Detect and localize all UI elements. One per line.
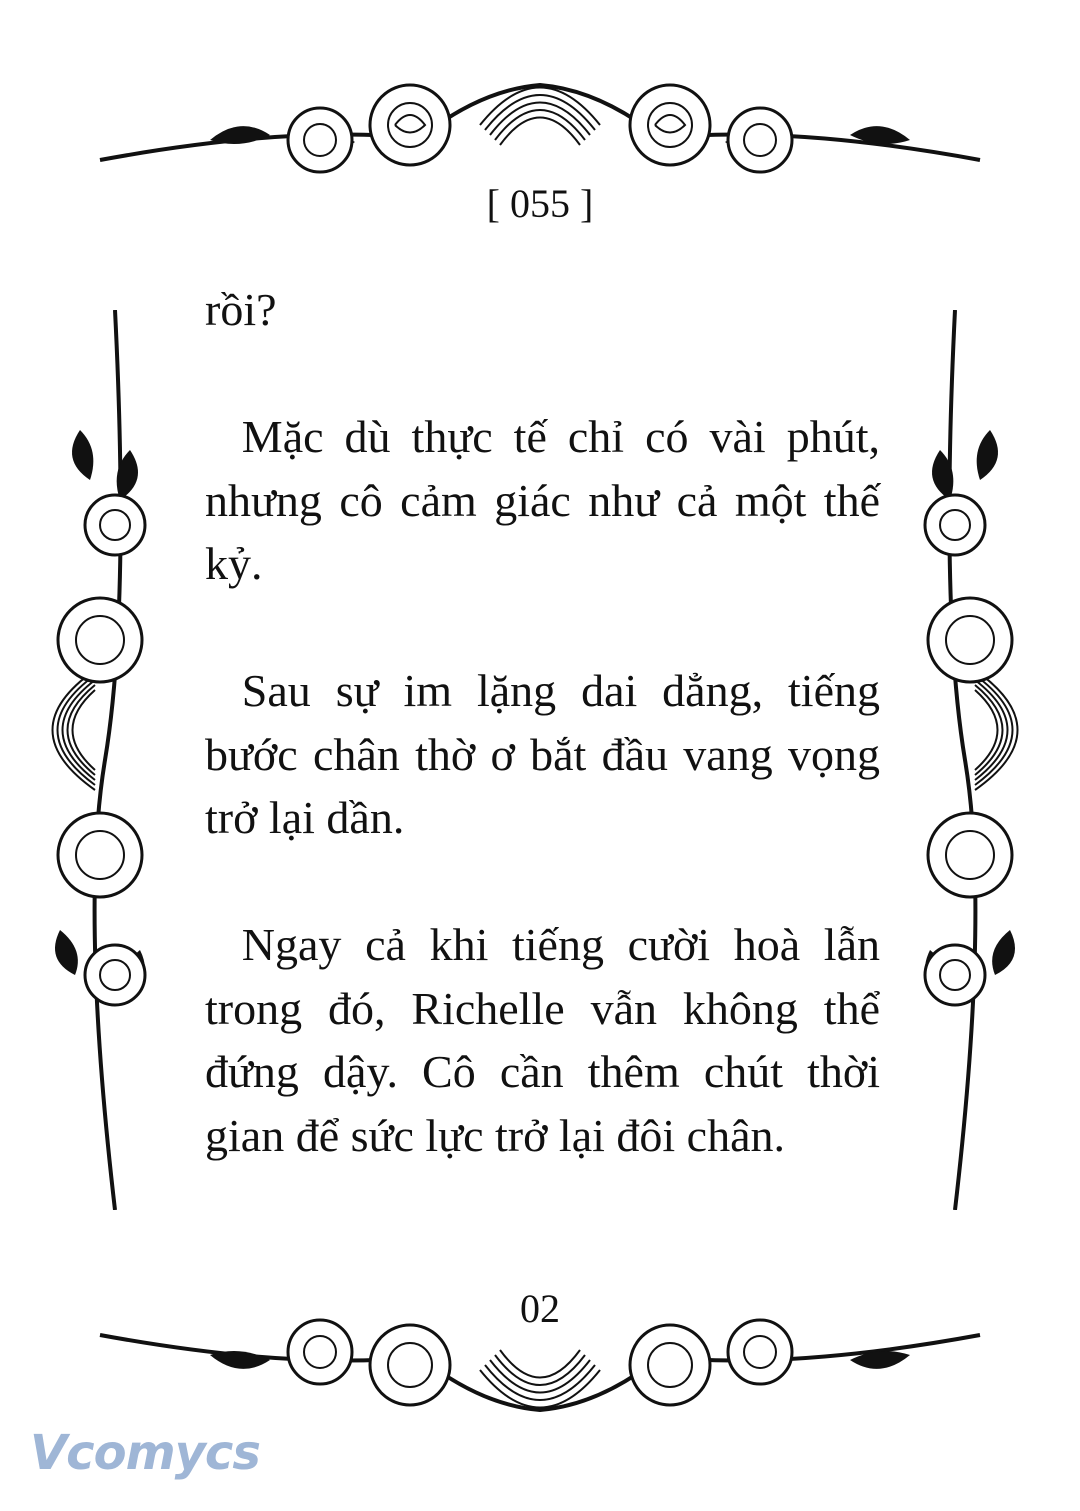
story-text xyxy=(205,278,880,1167)
left-rose-border-ornament xyxy=(20,310,170,1210)
watermark-logo: Vcomycs xyxy=(30,1425,260,1481)
top-rose-border-ornament xyxy=(90,30,990,180)
page-number: 02 xyxy=(520,1286,560,1331)
bottom-rose-border-ornament xyxy=(90,1290,990,1440)
paragraph-3: Sau sự im lặng dai dẳng, tiếng bước chân thờ ơ bắt đầu vang vọng trở lại dần. xyxy=(205,665,880,843)
paragraph-1: rồi? xyxy=(205,284,277,335)
paragraph-4: Ngay cả khi tiếng cười hoà lẫn trong đó, Richelle vẫn không thể đứng dậy. Cô cần thêm chút thời gian để sức lực trở lại đôi chân. xyxy=(205,919,880,1161)
right-rose-border-ornament xyxy=(900,310,1050,1210)
chapter-number: [ 055 ] xyxy=(486,181,594,226)
paragraph-2: Mặc dù thực tế chỉ có vài phút, nhưng cô cảm giác như cả một thế kỷ. xyxy=(205,411,880,589)
